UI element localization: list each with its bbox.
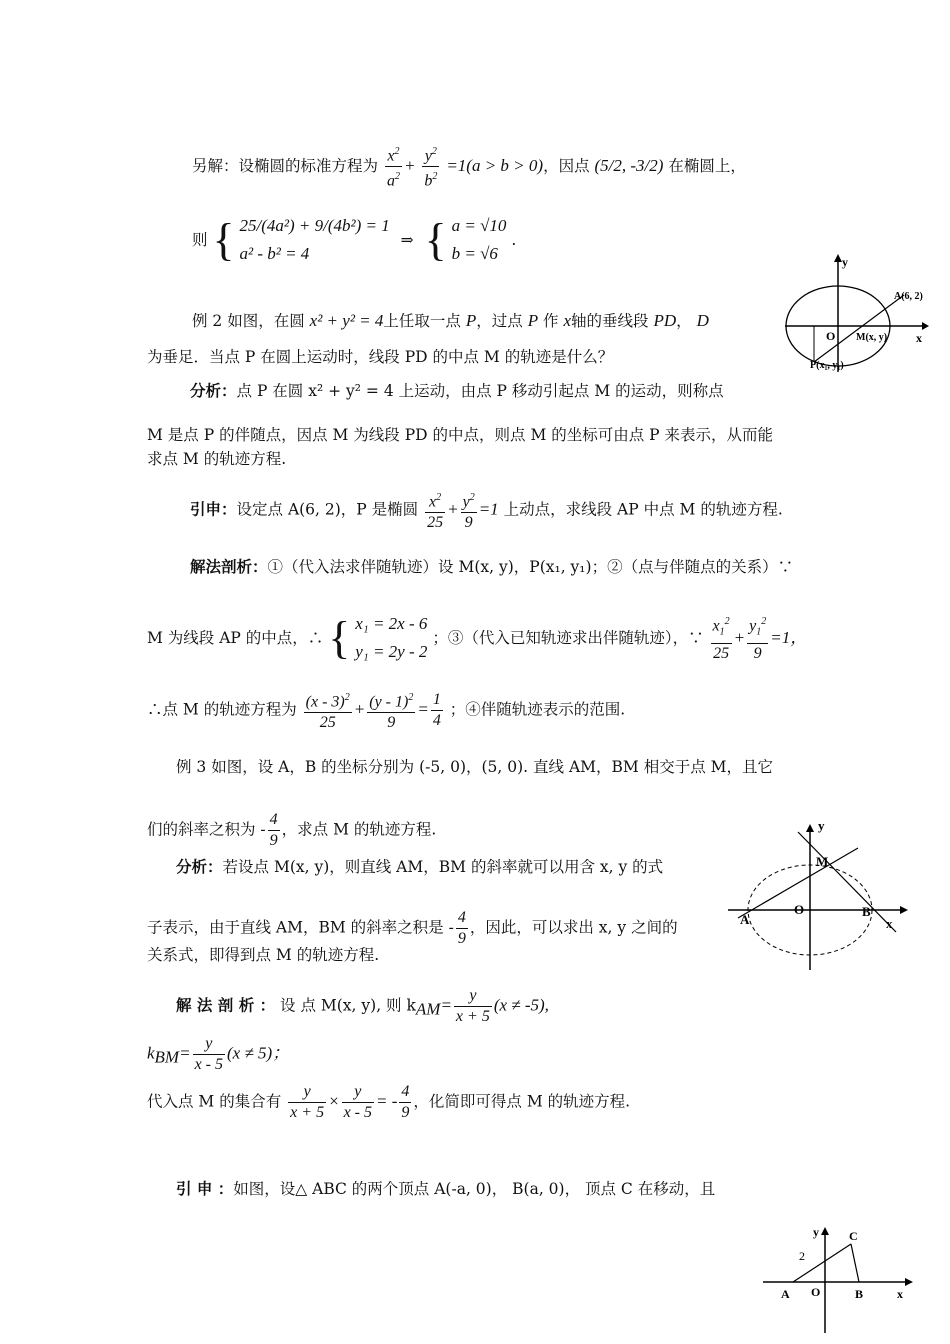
frac-y-xm5: $\frac{y}{x - 5}$ bbox=[194, 1035, 224, 1073]
frac-y1sq-9: $\frac{y_1^2}{9}$ bbox=[747, 612, 768, 664]
frac-4-9: $\frac{4}{9}$ bbox=[269, 811, 278, 849]
system-end: . bbox=[511, 231, 517, 249]
solution2-label: 解 法 剖 析 ： bbox=[176, 995, 276, 1015]
analysis2-line3: 关系式，即得到点 M 的轨迹方程. bbox=[147, 946, 380, 964]
sys-x1: x₁ = 2x - 6 bbox=[355, 614, 428, 633]
segment-pd: PD bbox=[653, 311, 677, 330]
solution1-system bbox=[355, 610, 427, 666]
frac-4-9-b: $\frac{4}{9}$ bbox=[457, 909, 466, 947]
solution2-line2: $k_{BM}=$ $\frac{y}{x - 5}$ (x ≠ 5)； bbox=[147, 1035, 290, 1073]
y-arrow bbox=[834, 254, 842, 262]
alt-solution-line: 另解：设椭圆的标准方程为 $\frac{x^2}{a^2}$ + $\frac{y^2}{b^2}$ =1(a > b > 0)，因点 (5/2, -3/2) 在椭圆上， bbox=[192, 142, 746, 192]
x-arrow bbox=[922, 322, 929, 330]
ex3-text2b: ，求点 M 的轨迹方程. bbox=[281, 820, 437, 839]
x-arrow bbox=[905, 1278, 913, 1286]
frac-y-x5: $\frac{y}{x + 5}$ bbox=[455, 987, 490, 1025]
result-b: b = √6 bbox=[451, 244, 498, 263]
ex2-line2: 为垂足．当点 P 在圆上运动时，线段 PD 的中点 M 的轨迹是什么？ bbox=[147, 348, 614, 366]
system-equations bbox=[239, 212, 389, 268]
fig3-x-label: x bbox=[897, 1287, 903, 1301]
fig2-point-m: M bbox=[816, 854, 829, 869]
solution1-text3b: ；④伴随轨迹表示的范围. bbox=[449, 700, 626, 719]
extension2-text: 如图，设△ ABC 的两个顶点 A(-a, 0)， B(a, 0)， 顶点 C 在移动，且 bbox=[233, 1180, 716, 1198]
k-bm-sub: BM bbox=[154, 1047, 180, 1067]
analysis2-text2b: ，因此，可以求出 x, y 之间的 bbox=[469, 918, 678, 937]
solution1-text1: ①（代入法求伴随轨迹）设 M(x, y)，P(x₁, y₁)；②（点与伴随点的关系）∵ bbox=[267, 558, 794, 576]
point-5-2: (5/2, -3/2) bbox=[594, 155, 664, 175]
solution1-line1 bbox=[190, 556, 793, 578]
solution2-text3b: ，化简即可得点 M 的轨迹方程. bbox=[413, 1092, 631, 1111]
frac-x2-25: $\frac{x^2}{25}$ bbox=[425, 488, 445, 533]
frac-y-x5-b: $\frac{y}{x + 5}$ bbox=[290, 1083, 325, 1121]
fig2-origin: O bbox=[794, 902, 805, 917]
solution2-text1b: (x ≠ -5), bbox=[493, 995, 549, 1015]
k-am-sub: AM bbox=[415, 999, 441, 1019]
frac-x-3-sq-25: $\frac{(x - 3)^2}{25}$ bbox=[304, 688, 352, 733]
figure-triangle bbox=[755, 1218, 925, 1338]
point-p: P bbox=[465, 311, 477, 330]
system-block bbox=[192, 212, 516, 268]
fig3-y-label: y bbox=[813, 1225, 819, 1239]
analysis2-text1: 若设点 M(x, y)，则直线 AM，BM 的斜率就可以用含 x, y 的式 bbox=[222, 858, 664, 876]
analysis1-line3: 求点 M 的轨迹方程. bbox=[147, 450, 287, 468]
fig1-point-m: M(x, y) bbox=[856, 332, 888, 343]
ellipse-condition: (a > b > 0) bbox=[466, 155, 544, 175]
alt-solution-lead: 另解：设椭圆的标准方程为 bbox=[192, 156, 379, 175]
fig3-point-a: A bbox=[781, 1287, 790, 1301]
fig1-point-a: A(6, 2) bbox=[894, 291, 923, 302]
solution1-line2: M 为线段 AP 的中点，∴ { x₁ = 2x - 6 y₁ = 2y - 2 ；③（代入已知轨迹求出伴随轨迹），∵ $\frac{x_1^2}{25}$ + $\frac{y_1^2}{9}$ =1， bbox=[147, 610, 807, 666]
fig3-point-b: B bbox=[855, 1287, 864, 1301]
analysis1-text1: 点 P 在圆 x² + y² = 4 上运动，由点 P 移动引起点 M 的运动，则称点 bbox=[236, 382, 724, 400]
frac-y-1-sq-9: $\frac{(y - 1)^2}{9}$ bbox=[367, 688, 415, 733]
system-line1: 25/(4a²) + 9/(4b²) = 1 bbox=[239, 216, 390, 235]
frac-x2-a2: $\frac{x^2}{a^2}$ bbox=[385, 142, 402, 192]
y-arrow bbox=[806, 824, 814, 832]
ex2-comma: ， bbox=[676, 312, 692, 330]
ex2-intro: 例 2 如图，在圆 bbox=[192, 312, 305, 330]
sys-y1: y₁ = 2y - 2 bbox=[355, 642, 428, 661]
analysis1-line1 bbox=[190, 380, 724, 402]
analysis2-line1 bbox=[176, 856, 663, 878]
implies-arrow: ⇒ bbox=[400, 231, 414, 249]
fig2-y-label: y bbox=[818, 818, 825, 833]
fig2-point-b: B bbox=[862, 904, 871, 919]
analysis2-label: 分析： bbox=[176, 857, 223, 876]
frac-x1sq-25: $\frac{x_1^2}{25}$ bbox=[711, 612, 732, 664]
frac-4-9-c: $\frac{4}{9}$ bbox=[401, 1083, 410, 1121]
analysis2-line2 bbox=[147, 908, 678, 949]
solution1-text3a: ∴点 M 的轨迹方程为 bbox=[147, 700, 297, 719]
left-brace-2: { bbox=[424, 214, 447, 265]
ex2-text-e: 轴的垂线段 bbox=[571, 312, 649, 330]
fig1-origin: O bbox=[826, 329, 836, 343]
system-lead: 则 bbox=[192, 231, 208, 249]
extension2-label: 引 申 ： bbox=[176, 1179, 234, 1198]
fig1-x-label: x bbox=[916, 331, 922, 345]
line-bm bbox=[798, 832, 896, 932]
solution1-text2a: M 为线段 AP 的中点，∴ bbox=[147, 629, 324, 647]
x-arrow bbox=[900, 906, 908, 914]
figure-circle bbox=[780, 250, 930, 375]
analysis1-line2: M 是点 P 的伴随点，因点 M 为线段 PD 的中点，则点 M 的坐标可由点 P 来表示，从而能 bbox=[147, 426, 774, 444]
fig2-x-label: x bbox=[886, 916, 893, 931]
side-cb bbox=[851, 1244, 859, 1282]
system-line2: a² - b² = 4 bbox=[239, 244, 310, 263]
solution1-line3: ∴点 M 的轨迹方程为 $\frac{(x - 3)^2}{25}$ + $\frac{(y - 1)^2}{9}$ = $\frac{1}{4}$ ；④伴随轨迹表示的范围. bbox=[147, 688, 625, 733]
ex3-line2 bbox=[147, 810, 436, 851]
fig3-origin: O bbox=[811, 1285, 821, 1299]
result-a: a = √10 bbox=[451, 216, 507, 235]
ex2-line1 bbox=[192, 310, 709, 332]
ex3-text2a: 们的斜率之积为 - bbox=[147, 820, 266, 839]
solution1-text2b: ；③（代入已知轨迹求出伴随轨迹），∵ bbox=[432, 629, 704, 647]
solution2-text1a: 设 点 M(x, y), 则 k bbox=[280, 996, 416, 1015]
ex2-text-c: ，过点 bbox=[476, 312, 523, 330]
ex2-text-d: 作 bbox=[543, 312, 559, 330]
alt-solution-mid: ，因点 bbox=[543, 156, 590, 175]
extension2-line bbox=[176, 1178, 715, 1200]
extension1-text-b: 上动点，求线段 AP 中点 M 的轨迹方程. bbox=[503, 500, 783, 519]
axis-x: x bbox=[563, 311, 572, 330]
ex3-line1: 例 3 如图，设 A，B 的坐标分别为 (-5, 0)，(5, 0). 直线 AM，BM 相交于点 M，且它 bbox=[176, 758, 773, 776]
extension1-line: 引申：设定点 A(6, 2)，P 是椭圆 $\frac{x^2}{25}$ + $\frac{y^2}{9}$ =1 上动点，求线段 AP 中点 M 的轨迹方程. bbox=[190, 488, 783, 533]
solution1-label: 解法剖析： bbox=[190, 557, 268, 576]
frac-y2-9: $\frac{y^2}{9}$ bbox=[461, 488, 477, 533]
eq-tail: =1 bbox=[446, 155, 467, 175]
frac-y2-b2: $\frac{y^2}{b^2}$ bbox=[422, 142, 439, 192]
solution2-line3: 代入点 M 的集合有 $\frac{y}{x + 5}$ × $\frac{y}{x - 5}$ = - $\frac{4}{9}$ ，化简即可得点 M 的轨迹方程. bbox=[147, 1083, 631, 1121]
point-d: D bbox=[696, 311, 709, 330]
fig1-y-label: y bbox=[842, 255, 848, 269]
analysis2-text2a: 子表示，由于直线 AM，BM 的斜率之积是 - bbox=[147, 918, 454, 937]
left-brace-3: { bbox=[328, 612, 351, 663]
frac-y-xm5-b: $\frac{y}{x - 5}$ bbox=[343, 1083, 372, 1121]
y-arrow bbox=[821, 1227, 829, 1235]
solution2-text3a: 代入点 M 的集合有 bbox=[147, 1092, 282, 1111]
point-p-2: P bbox=[527, 311, 539, 330]
frac-1-4: $\frac{1}{4}$ bbox=[432, 691, 441, 730]
system-results bbox=[452, 212, 507, 268]
alt-solution-end: 在椭圆上， bbox=[668, 156, 746, 175]
figure-ellipse-lines bbox=[718, 810, 918, 975]
analysis1-label: 分析： bbox=[190, 381, 237, 400]
circle-equation: x² + y² = 4 bbox=[309, 311, 384, 330]
extension1-label: 引申： bbox=[190, 499, 237, 519]
fig2-point-a: A bbox=[740, 912, 750, 927]
left-brace: { bbox=[212, 214, 235, 265]
fig1-point-p: P(x₁, y₁) bbox=[810, 360, 844, 371]
extension1-text-a: 设定点 A(6, 2)，P 是椭圆 bbox=[236, 500, 419, 519]
solution2-text2b: (x ≠ 5)； bbox=[227, 1043, 290, 1063]
fig3-point-c: C bbox=[849, 1229, 858, 1243]
fig3-label-2: 2 bbox=[799, 1249, 805, 1263]
solution2-line1: 解 法 剖 析 ： 设 点 M(x, y), 则 $k_{AM}=$ $\frac{y}{x + 5}$ (x ≠ -5), bbox=[176, 987, 549, 1025]
ex2-text-b: 上任取一点 bbox=[383, 312, 461, 330]
